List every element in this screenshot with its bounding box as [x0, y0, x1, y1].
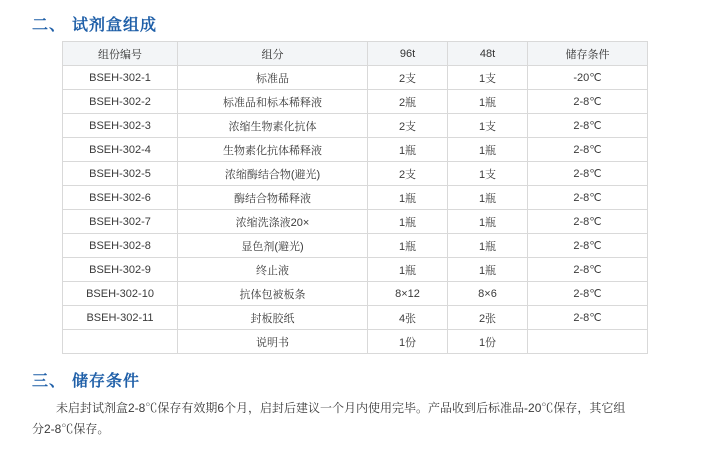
cell-48t: 1瓶 [448, 234, 528, 258]
cell-96t: 1瓶 [368, 186, 448, 210]
cell-96t: 1瓶 [368, 234, 448, 258]
section-two-number: 三、 [32, 373, 67, 390]
cell-component: 抗体包被板条 [178, 282, 368, 306]
cell-code: BSEH-302-1 [63, 66, 178, 90]
cell-48t: 1支 [448, 66, 528, 90]
table-row [63, 306, 648, 330]
section-one-number: 二、 [32, 17, 67, 34]
table-row [63, 234, 648, 258]
section-one-title-text: 试剂盒组成 [72, 17, 158, 34]
cell-component: 生物素化抗体稀释液 [178, 138, 368, 162]
table-row [63, 138, 648, 162]
column-header-code: 组份编号 [63, 42, 178, 66]
cell-code: BSEH-302-3 [63, 114, 178, 138]
cell-storage: 2-8℃ [528, 258, 648, 282]
cell-component: 标准品 [178, 66, 368, 90]
cell-storage: 2-8℃ [528, 186, 648, 210]
table-row [63, 210, 648, 234]
cell-component: 浓缩生物素化抗体 [178, 114, 368, 138]
table-body [63, 66, 648, 354]
cell-96t: 4张 [368, 306, 448, 330]
cell-storage: 2-8℃ [528, 210, 648, 234]
cell-component: 终止液 [178, 258, 368, 282]
cell-96t: 2支 [368, 162, 448, 186]
cell-96t: 1瓶 [368, 138, 448, 162]
cell-96t: 1瓶 [368, 258, 448, 282]
cell-component: 标准品和标本稀释液 [178, 90, 368, 114]
cell-code: BSEH-302-7 [63, 210, 178, 234]
cell-storage: 2-8℃ [528, 114, 648, 138]
cell-storage: -20℃ [528, 66, 648, 90]
cell-storage: 2-8℃ [528, 138, 648, 162]
cell-48t: 1支 [448, 162, 528, 186]
table-row [63, 162, 648, 186]
cell-storage [528, 330, 648, 354]
cell-component: 浓缩酶结合物(避光) [178, 162, 368, 186]
cell-storage: 2-8℃ [528, 90, 648, 114]
cell-code: BSEH-302-6 [63, 186, 178, 210]
table-row [63, 258, 648, 282]
column-header-component: 组分 [178, 42, 368, 66]
cell-48t: 1份 [448, 330, 528, 354]
column-header-96t: 96t [368, 42, 448, 66]
table-row [63, 330, 648, 354]
cell-code: BSEH-302-2 [63, 90, 178, 114]
cell-48t: 1瓶 [448, 258, 528, 282]
cell-96t: 2瓶 [368, 90, 448, 114]
table-header-row [63, 42, 648, 66]
cell-component: 酶结合物稀释液 [178, 186, 368, 210]
cell-code: BSEH-302-10 [63, 282, 178, 306]
cell-storage: 2-8℃ [528, 162, 648, 186]
table-row [63, 114, 648, 138]
table-row [63, 66, 648, 90]
column-header-storage: 储存条件 [528, 42, 648, 66]
cell-48t: 1瓶 [448, 138, 528, 162]
cell-code: BSEH-302-4 [63, 138, 178, 162]
cell-code: BSEH-302-9 [63, 258, 178, 282]
cell-code: BSEH-302-5 [63, 162, 178, 186]
table-row [63, 186, 648, 210]
section-two-heading [32, 368, 140, 391]
cell-48t: 1瓶 [448, 90, 528, 114]
cell-storage: 2-8℃ [528, 282, 648, 306]
cell-code: BSEH-302-8 [63, 234, 178, 258]
table-row [63, 282, 648, 306]
storage-paragraph-line1: 未启封试剂盒2-8℃保存有效期6个月，启封后建议一个月内使用完毕。产品收到后标准品-20℃保存，其它组 [56, 401, 626, 415]
cell-96t: 2支 [368, 66, 448, 90]
cell-code: BSEH-302-11 [63, 306, 178, 330]
cell-component: 说明书 [178, 330, 368, 354]
cell-48t: 1支 [448, 114, 528, 138]
cell-96t: 2支 [368, 114, 448, 138]
cell-48t: 1瓶 [448, 186, 528, 210]
storage-paragraph-line2: 分2-8℃保存。 [32, 422, 110, 436]
cell-component: 显色剂(避光) [178, 234, 368, 258]
cell-48t: 1瓶 [448, 210, 528, 234]
table-header [63, 42, 648, 66]
cell-48t: 2张 [448, 306, 528, 330]
cell-code [63, 330, 178, 354]
cell-component: 浓缩洗涤液20× [178, 210, 368, 234]
table-row [63, 90, 648, 114]
cell-96t: 1瓶 [368, 210, 448, 234]
column-header-48t: 48t [448, 42, 528, 66]
storage-conditions-paragraph [32, 398, 682, 440]
kit-composition-table [62, 41, 648, 354]
section-two-title-text: 储存条件 [72, 373, 141, 390]
cell-component: 封板胶纸 [178, 306, 368, 330]
cell-96t: 8×12 [368, 282, 448, 306]
cell-48t: 8×6 [448, 282, 528, 306]
cell-storage: 2-8℃ [528, 234, 648, 258]
cell-96t: 1份 [368, 330, 448, 354]
section-one-heading [32, 12, 157, 35]
cell-storage: 2-8℃ [528, 306, 648, 330]
